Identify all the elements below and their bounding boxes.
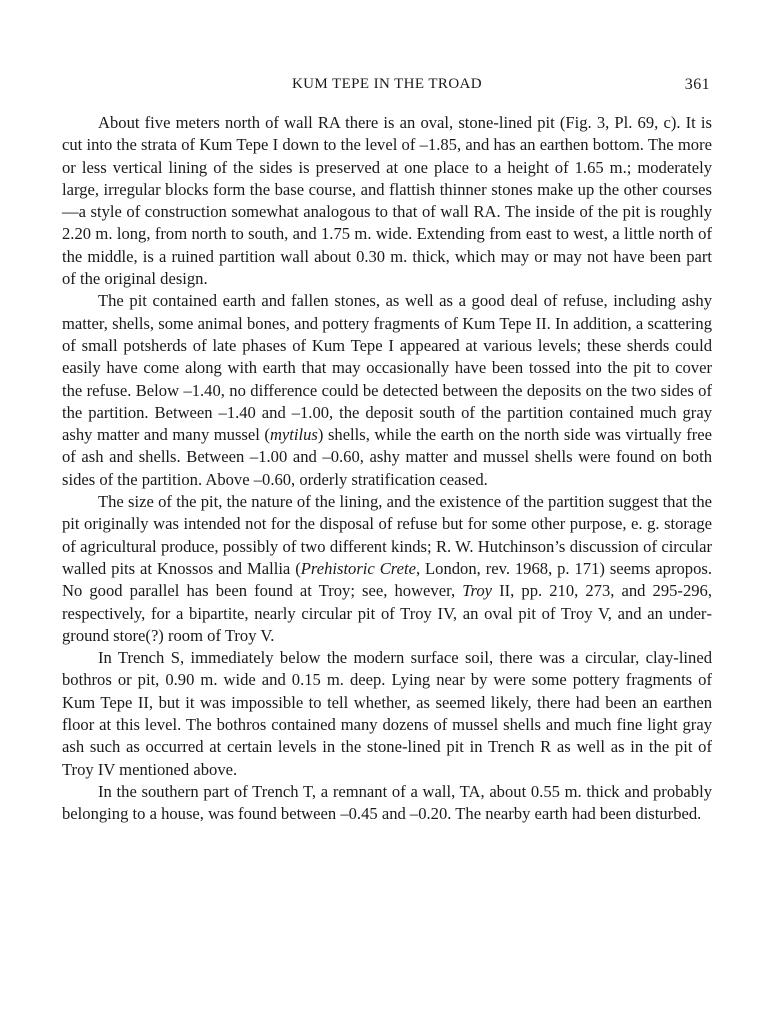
italic-title: Troy (462, 581, 493, 601)
page-number: 361 (684, 76, 710, 93)
paragraph-pit-purpose (62, 491, 712, 647)
paragraph-text: About five meters north of wall RA there is an oval, stone-lined pit (Fig. 3, Pl. 69, c). It is cut into the strata of Kum Tepe I down to the level of –1.85, and has an earthen bottom. The more or less vertical lining of the sides is preserved at one place to a height of 1.65 m.; moderately large, irregular blocks form the base course, and flattish thinner stones make up the other courses—a style of construction somewhat analogous to that of wall RA. The inside of the pit is roughly 2.20 m. long, from north to south, and 1.75 m. wide. Extending from east to west, a little north of the middle, is a ruined partition wall about 0.30 m. thick, which may or may not have been part of the original design. (62, 113, 712, 289)
paragraph-text: The size of the pit, the nature of the lining, and the existence of the partition suggest that the pit originally was intended not for the disposal of refuse but for some other purpose, e. g. storage of agricultural produce, possibly of two different kinds; R. W. Hutchinson’s discussion of circular walled pits at Knossos and Mallia ( (62, 492, 712, 578)
running-title: KUM TEPE IN THE TROAD (291, 76, 483, 92)
body-text (62, 112, 712, 826)
paragraph-text: II, pp. 210, 273, and 295-296, respectively, for a bipartite, nearly circular pit of Troy IV, an oval pit of Troy V, and an underground store(?) room of Troy V. (62, 581, 712, 645)
paragraph-text: In Trench S, immediately below the modern surface soil, there was a circular, clay-lined bothros or pit, 0.90 m. wide and 0.15 m. deep. Lying near by were some pottery fragments of Kum Tepe II, but it was impossible to tell whether, as seemed likely, there had been an earthen floor at this level. The bothros contained many dozens of mussel shells and much fine light gray ash such as occurred at certain levels in the stone-lined pit in Trench R as well as in the pit of Troy IV mentioned above. (62, 648, 712, 779)
paragraph-pit-contents (62, 290, 712, 491)
paragraph-text: The pit contained earth and fallen stones, as well as a good deal of refuse, including ashy matter, shells, some animal bones, and pottery fragments of Kum Tepe II. In addition, a scattering of small potsherds of late phases of Kum Tepe I appeared at various levels; these sherds could easily have come along with earth that may occasionally have been tossed into the pit to cover the refuse. Below –1.40, no difference could be detected between the deposits on the two sides of the partition. Between –1.40 and –1.00, the deposit south of the partition contained much gray ashy matter and many mussel ( (62, 291, 712, 445)
document-page (62, 70, 712, 826)
paragraph-trench-s (62, 647, 712, 781)
paragraph-text: ) shells, while the earth on the north side was virtually free of ash and shells. Between –1.00 and –0.60, ashy matter and mussel shells were found on both sides of the partition. Above –0.60, orderly stratification ceased. (62, 425, 712, 489)
running-head (62, 70, 712, 100)
paragraph-text: In the southern part of Trench T, a remnant of a wall, TA, about 0.55 m. thick and probably belonging to a house, was found between –0.45 and –0.20. The nearby earth had been disturbed. (62, 781, 712, 824)
paragraph-text: , London, rev. 1968, p. 171) seems apropos. No good parallel has been found at Troy; see, however, (62, 558, 712, 601)
italic-title: Prehistoric Crete (300, 558, 416, 578)
italic-term: mytilus (269, 425, 318, 445)
paragraph-stone-lined-pit (62, 112, 712, 290)
paragraph-trench-t (62, 781, 712, 826)
